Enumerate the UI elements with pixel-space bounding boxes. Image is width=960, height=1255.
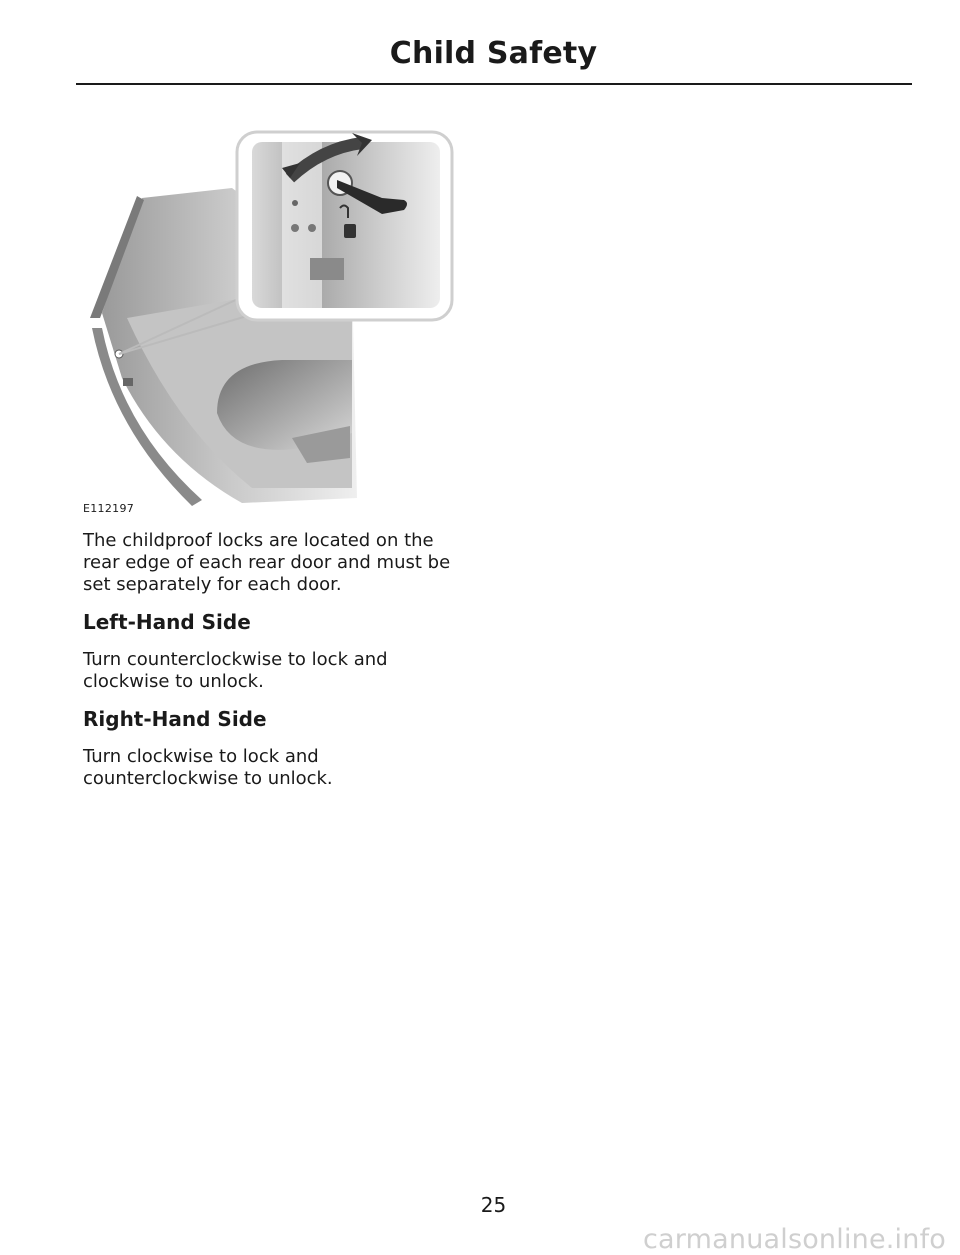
child-lock-illustration: [82, 128, 462, 518]
left-hand-side-text: Turn counterclockwise to lock and clockwise to unlock.: [83, 649, 388, 692]
right-hand-side-text: Turn clockwise to lock and counterclockwise to unlock.: [83, 746, 333, 789]
intro-paragraph: The childproof locks are located on the rear edge of each rear door and must be set separately for each door.: [83, 530, 451, 595]
page-number: 25: [480, 1193, 507, 1217]
watermark: carmanualsonline.info: [643, 1224, 946, 1255]
header-divider: [76, 83, 912, 85]
figure-id: E112197: [83, 502, 135, 515]
right-hand-side-heading: Right-Hand Side: [83, 707, 267, 731]
left-hand-side-heading: Left-Hand Side: [83, 610, 251, 634]
page-title: Child Safety: [389, 36, 598, 71]
